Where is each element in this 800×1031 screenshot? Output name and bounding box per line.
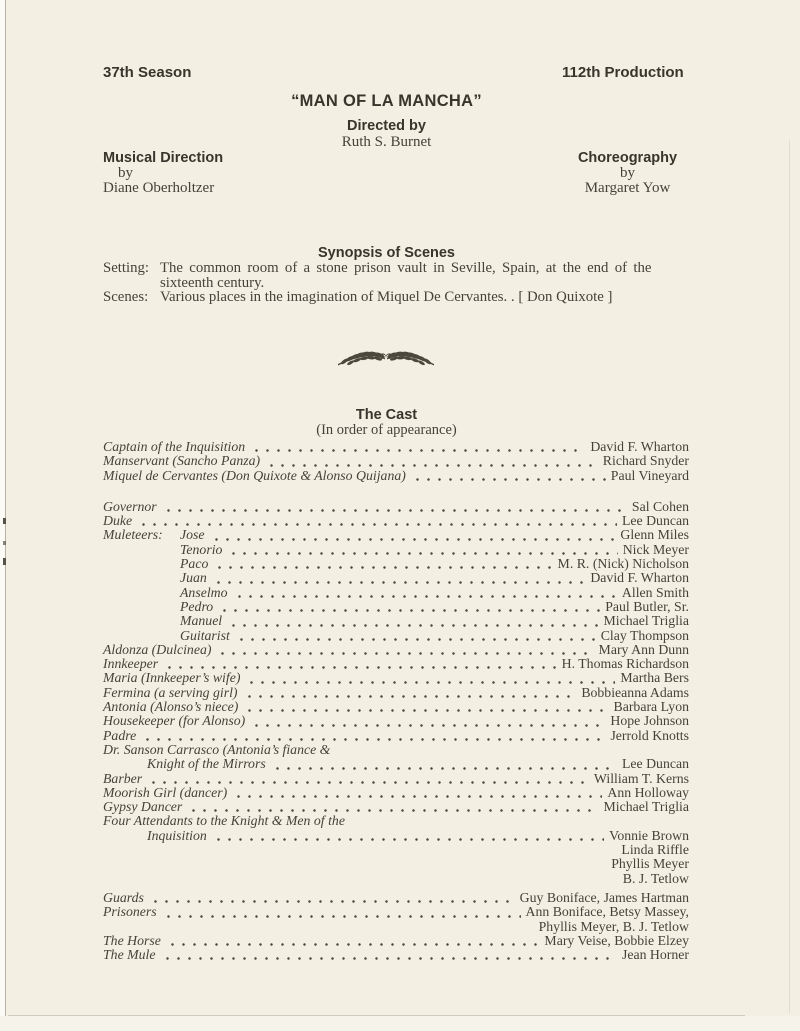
cast-row xyxy=(103,528,689,542)
cast-role: Dr. Sanson Carrasco (Antonia’s fiance & xyxy=(103,741,331,757)
dot-leader xyxy=(230,543,619,557)
dot-leader xyxy=(215,571,588,585)
scenes-text: Various places in the imagination of Miquel De Cervantes. . [ Don Quixote ] xyxy=(160,289,613,305)
scan-speck xyxy=(3,518,6,524)
setting-label: Setting: xyxy=(103,260,150,276)
cast-role: Manservant (Sancho Panza) xyxy=(103,453,261,469)
musical-direction-name: Diane Oberholtzer xyxy=(103,180,215,196)
cast-role: Miquel de Cervantes (Don Quixote & Alonso Quijana) xyxy=(103,467,406,483)
laurel-divider-icon xyxy=(334,348,438,372)
scan-right-edge xyxy=(789,140,790,1013)
dot-leader xyxy=(246,686,579,700)
cast-row xyxy=(103,571,689,585)
choreography-block xyxy=(555,151,700,196)
dot-leader xyxy=(166,657,558,671)
cast-role: Juan xyxy=(180,570,207,586)
cast-role: Captain of the Inquisition xyxy=(103,439,246,454)
cast-row xyxy=(103,920,689,934)
cast-role: Knight of the Mirrors xyxy=(147,756,266,772)
cast-name: Jean Horner xyxy=(621,947,689,963)
dot-leader xyxy=(150,772,591,786)
dot-leader xyxy=(190,800,600,814)
cast-name: Linda Riffle xyxy=(621,842,689,858)
cast-name: Clay Thompson xyxy=(600,627,689,643)
cast-role: Duke xyxy=(103,513,133,529)
cast-role: Guards xyxy=(103,889,144,905)
cast-name: David F. Wharton xyxy=(590,439,689,454)
cast-role: The Horse xyxy=(103,932,161,948)
cast-role: Innkeeper xyxy=(103,656,159,672)
cast-list xyxy=(103,440,689,962)
cast-name: Paul Butler, Sr. xyxy=(605,598,689,614)
dot-leader xyxy=(414,469,608,483)
cast-name: Ann Boniface, Betsy Massey, xyxy=(525,904,689,920)
cast-row xyxy=(103,586,689,600)
cast-row xyxy=(103,657,689,671)
cast-name: David F. Wharton xyxy=(590,570,689,586)
dot-leader xyxy=(253,714,607,728)
cast-role: Inquisition xyxy=(147,827,207,843)
cast-row xyxy=(103,743,689,757)
cast-name: Michael Triglia xyxy=(603,613,689,629)
cast-name: Allen Smith xyxy=(621,584,689,600)
cast-row xyxy=(103,891,689,905)
show-title: “MAN OF LA MANCHA” xyxy=(291,92,482,110)
dot-leader xyxy=(164,948,619,962)
cast-row xyxy=(103,557,689,571)
cast-name: Hope Johnson xyxy=(610,713,689,729)
cast-row xyxy=(103,440,689,454)
cast-name: B. J. Tetlow xyxy=(622,870,689,886)
cast-role: Housekeeper (for Alonso) xyxy=(103,713,246,729)
cast-row xyxy=(103,614,689,628)
dot-leader xyxy=(268,454,600,468)
cast-row xyxy=(103,729,689,743)
dot-leader xyxy=(248,671,617,685)
cast-row xyxy=(103,757,689,771)
cast-name: Guy Boniface, James Hartman xyxy=(519,889,689,905)
cast-name: Phyllis Meyer xyxy=(611,856,689,872)
cast-row xyxy=(103,714,689,728)
cast-row xyxy=(103,772,689,786)
dot-leader xyxy=(152,891,517,905)
cast-name: Jerrold Knotts xyxy=(610,727,689,743)
cast-role: Moorish Girl (dancer) xyxy=(103,784,228,800)
dot-leader xyxy=(165,500,629,514)
synopsis-heading: Synopsis of Scenes xyxy=(318,245,455,261)
production-label: 112th Production xyxy=(562,64,684,81)
cast-row xyxy=(103,514,689,528)
cast-name: Sal Cohen xyxy=(631,498,689,514)
cast-row xyxy=(103,500,689,514)
cast-subheading: (In order of appearance) xyxy=(316,422,457,438)
cast-name: Barbara Lyon xyxy=(613,699,689,715)
cast-row xyxy=(103,671,689,685)
dot-leader xyxy=(236,586,619,600)
cast-role: Antonia (Alonso’s niece) xyxy=(103,699,239,715)
dot-leader xyxy=(215,829,606,843)
cast-row xyxy=(103,643,689,657)
musical-direction-block xyxy=(103,151,223,196)
scan-bottom-edge xyxy=(8,1015,745,1016)
cast-name: Glenn Miles xyxy=(620,527,689,543)
cast-name: Bobbieanna Adams xyxy=(581,684,689,700)
cast-row xyxy=(103,686,689,700)
dot-leader xyxy=(235,786,604,800)
cast-name: H. Thomas Richardson xyxy=(561,656,689,672)
dot-leader xyxy=(238,629,598,643)
cast-role: Paco xyxy=(180,556,209,572)
cast-name: Mary Ann Dunn xyxy=(598,641,689,657)
cast-name: Paul Vineyard xyxy=(610,467,689,483)
dot-leader xyxy=(246,700,610,714)
setting-row xyxy=(103,261,695,291)
cast-role: Prisoners xyxy=(103,904,157,920)
cast-row xyxy=(103,786,689,800)
cast-row xyxy=(103,600,689,614)
cast-row xyxy=(103,700,689,714)
cast-name: Mary Veise, Bobbie Elzey xyxy=(544,932,689,948)
scenes-row xyxy=(103,290,695,305)
cast-role: Padre xyxy=(103,727,137,743)
cast-role: Maria (Innkeeper’s wife) xyxy=(103,670,241,686)
dot-leader xyxy=(165,905,523,919)
cast-row xyxy=(103,543,689,557)
cast-row xyxy=(103,629,689,643)
dot-leader xyxy=(216,557,554,571)
cast-row xyxy=(103,872,689,886)
cast-role: Guitarist xyxy=(180,627,230,643)
cast-row xyxy=(103,948,689,962)
cast-row xyxy=(103,843,689,857)
cast-name: M. R. (Nick) Nicholson xyxy=(557,556,689,572)
cast-row xyxy=(103,454,689,468)
cast-name: Lee Duncan xyxy=(621,513,689,529)
cast-name: Ann Holloway xyxy=(607,784,689,800)
cast-row xyxy=(103,469,689,483)
cast-role: Four Attendants to the Knight & Men of the xyxy=(103,813,345,829)
cast-name: Martha Bers xyxy=(620,670,689,686)
cast-row xyxy=(103,905,689,919)
cast-role: Anselmo xyxy=(180,584,228,600)
setting-text-line1: The common room of a stone prison vault in Seville, Spain, at the end of the xyxy=(160,260,652,276)
dot-leader xyxy=(274,757,619,771)
choreography-name: Margaret Yow xyxy=(584,180,671,196)
dot-leader xyxy=(219,643,595,657)
cast-row xyxy=(103,814,689,828)
cast-role: Governor xyxy=(103,498,157,514)
cast-name: Richard Snyder xyxy=(602,453,689,469)
cast-name: Michael Triglia xyxy=(603,799,689,815)
scan-speck xyxy=(3,541,6,545)
scan-speck xyxy=(3,558,6,565)
cast-name: William T. Kerns xyxy=(593,770,689,786)
directed-by-label: Directed by xyxy=(347,118,426,134)
musical-direction-label: Musical Direction xyxy=(103,150,224,166)
cast-role: Gypsy Dancer xyxy=(103,799,183,815)
dot-leader xyxy=(144,729,607,743)
scan-left-edge xyxy=(0,0,6,1031)
scenes-label: Scenes: xyxy=(103,289,149,305)
cast-name: Phyllis Meyer, B. J. Tetlow xyxy=(538,918,689,934)
cast-row xyxy=(103,829,689,843)
cast-role: Aldonza (Dulcinea) xyxy=(103,641,212,657)
cast-heading: The Cast xyxy=(355,407,418,423)
cast-row xyxy=(103,800,689,814)
dot-leader xyxy=(230,614,600,628)
cast-role: The Mule xyxy=(103,947,156,963)
cast-role: Fermina (a serving girl) xyxy=(103,684,238,700)
dot-leader xyxy=(221,600,602,614)
dot-leader xyxy=(213,528,618,542)
dot-leader xyxy=(253,440,587,454)
cast-name: Vonnie Brown xyxy=(609,827,689,843)
choreography-by: by xyxy=(620,165,635,181)
cast-role: Barber xyxy=(103,770,143,786)
musical-direction-by: by xyxy=(118,165,133,181)
cast-row xyxy=(103,934,689,948)
cast-group-label: Muleteers: xyxy=(103,527,163,543)
dot-leader xyxy=(140,514,619,528)
setting-text-line2: sixteenth century. xyxy=(160,275,265,291)
cast-role: Jose xyxy=(180,527,205,543)
cast-role: Pedro xyxy=(180,598,214,614)
cast-row xyxy=(103,857,689,871)
dot-leader xyxy=(169,934,542,948)
director-name: Ruth S. Burnet xyxy=(341,134,432,150)
cast-name: Lee Duncan xyxy=(621,756,689,772)
scan-bottom-strip xyxy=(0,1016,800,1031)
season-label: 37th Season xyxy=(103,64,192,81)
choreography-label: Choreography xyxy=(577,150,678,166)
cast-name: Nick Meyer xyxy=(622,541,689,557)
cast-role: Tenorio xyxy=(180,541,223,557)
cast-role: Manuel xyxy=(180,613,223,629)
